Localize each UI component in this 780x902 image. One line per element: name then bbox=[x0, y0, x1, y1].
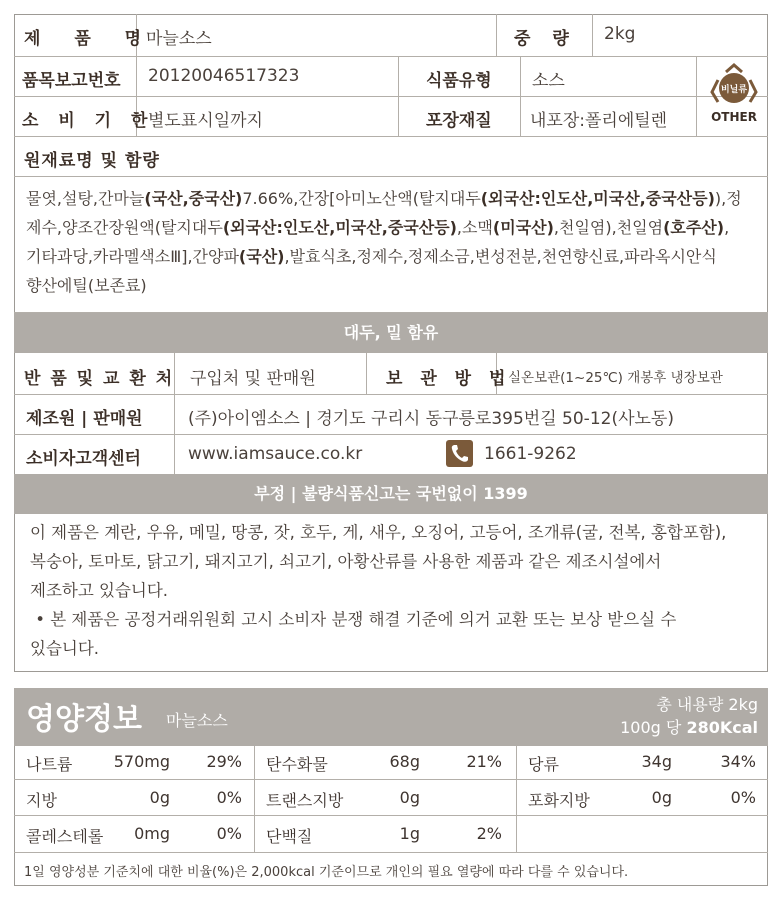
ingredient-origin: (호주산) bbox=[663, 218, 725, 237]
divider bbox=[14, 136, 768, 137]
maker-label: 제조원 | 판매원 bbox=[26, 409, 143, 429]
nutrient-name: 지방 bbox=[26, 791, 57, 810]
ingredient-text: ,소맥 bbox=[456, 218, 493, 237]
ingredient-text: ,발효식초,정제수,정제소금,변성전분,천연향신료,파라옥시안식 bbox=[284, 247, 717, 266]
allergen-band: 대두, 밀 함유 bbox=[14, 313, 768, 353]
weight-label: 중 량 bbox=[514, 29, 577, 49]
ingredient-text: ),정 bbox=[714, 189, 742, 208]
nutrient-percent: 29% bbox=[206, 752, 242, 771]
report-number-label: 품목보고번호 bbox=[22, 71, 121, 91]
nutrient-name: 당류 bbox=[528, 755, 559, 774]
notice-line: 제조하고 있습니다. bbox=[30, 581, 169, 600]
divider bbox=[14, 815, 768, 816]
divider bbox=[14, 96, 768, 97]
ingredient-text: 향산에틸(보존료) bbox=[26, 276, 147, 295]
ingredient-origin: (외국산:인도산,미국산,중국산등) bbox=[480, 189, 715, 208]
nutrient-amount: 570mg bbox=[113, 752, 170, 771]
nutrient-name: 트랜스지방 bbox=[266, 791, 344, 810]
divider bbox=[14, 394, 768, 395]
nutrition-footnote: 1일 영양성분 기준치에 대한 비율(%)은 2,000kcal 기준이므로 개인의 필요 열량에 따라 다를 수 있습니다. bbox=[24, 865, 629, 880]
storage-label: 보 관 방 법 bbox=[386, 369, 512, 389]
nutrient-percent: 0% bbox=[730, 788, 756, 807]
divider bbox=[516, 746, 517, 852]
divider bbox=[520, 56, 521, 136]
recycle-badge-text: 비닐류 bbox=[720, 85, 748, 95]
customer-phone: 1661-9262 bbox=[484, 444, 577, 464]
divider bbox=[14, 176, 768, 177]
ingredient-text: 제수,양조간장원액(탈지대두 bbox=[26, 218, 223, 237]
ingredients-line bbox=[26, 242, 766, 271]
ingredient-text: 기타과당,카라멜색소Ⅲ],간양파 bbox=[26, 247, 239, 266]
ingredient-text: 물엿,설탕,간마늘 bbox=[26, 189, 145, 208]
nutrient-amount: 0g bbox=[149, 788, 170, 807]
nutrient-percent: 21% bbox=[466, 752, 502, 771]
customer-website: www.iamsauce.co.kr bbox=[188, 444, 363, 464]
exchange-value: 구입처 및 판매원 bbox=[190, 369, 316, 389]
notice-line: 이 제품은 계란, 우유, 메밀, 땅콩, 잣, 호두, 게, 새우, 오징어, 고등어, 조개류(굴, 전복, 홍합포함), bbox=[30, 523, 727, 542]
nutrition-total: 총 내용량 2kg bbox=[656, 695, 758, 714]
nutrient-amount: 0mg bbox=[134, 824, 170, 843]
nutrient-percent: 0% bbox=[216, 824, 242, 843]
expiry-label: 소 비 기 한 bbox=[22, 111, 155, 131]
ingredient-text: ,천일염),천일염 bbox=[553, 218, 664, 237]
nutrient-name: 포화지방 bbox=[528, 791, 590, 810]
divider bbox=[174, 353, 175, 474]
divider bbox=[14, 852, 768, 853]
nutrient-name: 탄수화물 bbox=[266, 755, 328, 774]
food-type-label: 식품유형 bbox=[426, 71, 492, 91]
phone-icon bbox=[446, 440, 473, 467]
nutrient-percent: 34% bbox=[720, 752, 756, 771]
nutrient-amount: 0g bbox=[399, 788, 420, 807]
nutrition-per-prefix: 100g 당 bbox=[620, 718, 687, 737]
ingredient-text: , bbox=[724, 218, 730, 237]
notice-line: 있습니다. bbox=[30, 639, 100, 658]
recycle-other-icon bbox=[706, 62, 762, 130]
product-name-label: 제 품 명 bbox=[24, 29, 156, 49]
nutrition-subtitle: 마늘소스 bbox=[166, 711, 228, 730]
divider bbox=[254, 746, 255, 852]
customer-center-label: 소비자고객센터 bbox=[26, 449, 141, 469]
ingredients-text bbox=[26, 184, 766, 300]
packaging-value: 내포장:폴리에틸렌 bbox=[530, 111, 668, 131]
ingredient-origin: (미국산) bbox=[492, 218, 554, 237]
ingredient-origin: (국산,중국산) bbox=[144, 189, 243, 208]
nutrient-name: 단백질 bbox=[266, 827, 313, 846]
nutrient-amount: 1g bbox=[399, 824, 420, 843]
nutrient-amount: 0g bbox=[651, 788, 672, 807]
divider bbox=[14, 434, 768, 435]
nutrient-amount: 34g bbox=[641, 752, 672, 771]
nutrient-percent: 2% bbox=[476, 824, 502, 843]
report-band: 부정 | 불량식품신고는 국번없이 1399 bbox=[14, 474, 768, 514]
ingredients-line bbox=[26, 213, 766, 242]
ingredient-origin: (국산) bbox=[238, 247, 285, 266]
ingredients-line bbox=[26, 271, 766, 300]
divider bbox=[496, 14, 497, 56]
divider bbox=[14, 779, 768, 780]
divider bbox=[398, 56, 399, 136]
nutrient-percent: 0% bbox=[216, 788, 242, 807]
nutrient-amount: 68g bbox=[389, 752, 420, 771]
weight-value: 2kg bbox=[604, 24, 636, 44]
product-name-value: 마늘소스 bbox=[146, 29, 212, 49]
ingredients-heading: 원재료명 및 함량 bbox=[24, 151, 160, 171]
ingredients-line bbox=[26, 184, 766, 213]
expiry-value: 별도표시일까지 bbox=[148, 111, 263, 131]
nutrition-title: 영양정보 bbox=[26, 702, 142, 737]
food-type-value: 소스 bbox=[532, 71, 565, 91]
divider bbox=[366, 353, 367, 394]
notice-line: • 본 제품은 공정거래위원회 고시 소비자 분쟁 해결 기준에 의거 교환 또는 보상 받으실 수 bbox=[30, 610, 677, 629]
packaging-label: 포장재질 bbox=[426, 111, 492, 131]
divider bbox=[696, 56, 697, 136]
recycle-other-text: OTHER bbox=[711, 110, 757, 124]
notice-line: 복숭아, 토마토, 닭고기, 돼지고기, 쇠고기, 아황산류를 사용한 제품과 같은 제조시설에서 bbox=[30, 552, 662, 571]
notice-text bbox=[30, 518, 766, 663]
exchange-label: 반 품 및 교 환 처 bbox=[24, 369, 175, 389]
nutrition-kcal: 280Kcal bbox=[686, 718, 758, 737]
ingredient-origin: (외국산:인도산,미국산,중국산등) bbox=[222, 218, 457, 237]
storage-value: 실온보관(1~25℃) 개봉후 냉장보관 bbox=[508, 370, 723, 386]
nutrient-name: 콜레스테롤 bbox=[26, 827, 104, 846]
ingredient-text: 7.66%,간장[아미노산액(탈지대두 bbox=[242, 189, 481, 208]
divider bbox=[592, 14, 593, 56]
maker-value: (주)아이엠소스 | 경기도 구리시 동구릉로395번길 50-12(사노동) bbox=[188, 409, 674, 429]
report-number-value: 20120046517323 bbox=[148, 66, 300, 86]
nutrition-per-serving bbox=[520, 715, 758, 738]
divider bbox=[14, 56, 768, 57]
nutrient-name: 나트륨 bbox=[26, 755, 73, 774]
